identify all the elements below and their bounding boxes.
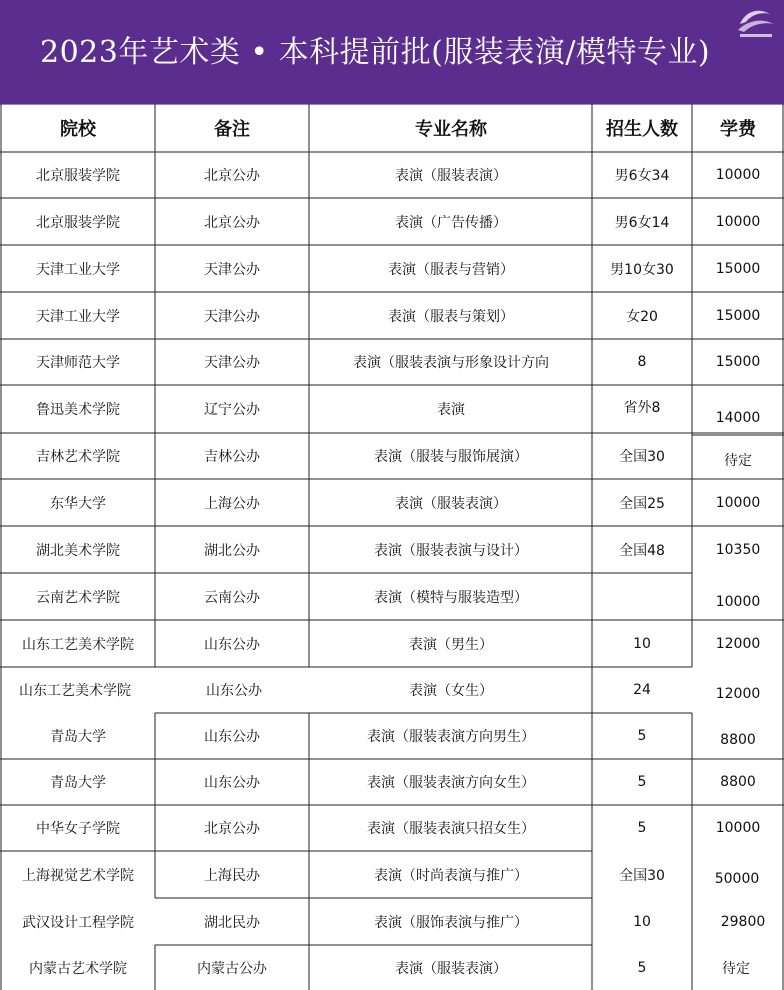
major-cell: 表演（服饰表演与推广） <box>374 914 528 931</box>
tuition-cell: 50000 <box>714 870 760 887</box>
enroll-cell: 5 <box>637 774 647 790</box>
page-title: 2023年艺术类 • 本科提前批(服装表演/模特专业) <box>40 35 711 70</box>
tuition-cell: 10000 <box>715 167 761 183</box>
enroll-cell: 女20 <box>626 308 658 325</box>
tuition-cell: 29800 <box>720 913 766 930</box>
major-cell: 表演（男生） <box>409 636 493 653</box>
school-cell: 武汉设计工程学院 <box>22 914 134 931</box>
major-cell: 表演（广告传播） <box>395 214 507 231</box>
note-cell: 湖北民办 <box>204 914 260 931</box>
tuition-cell: 10000 <box>715 593 761 610</box>
tuition-cell: 待定 <box>722 960 750 977</box>
major-cell: 表演（服装表演与形象设计方向 <box>353 355 549 371</box>
note-cell: 北京公办 <box>204 821 260 837</box>
tuition-cell: 15000 <box>715 260 761 277</box>
major-cell: 表演（服装表演只招女生） <box>367 821 535 837</box>
school-cell: 云南艺术学院 <box>36 589 120 606</box>
enroll-cell: 全国30 <box>619 867 665 884</box>
major-cell: 表演（服表与策划） <box>388 308 514 325</box>
tuition-cell: 10000 <box>715 213 761 230</box>
school-cell: 天津师范大学 <box>36 355 120 371</box>
enroll-cell: 10 <box>633 913 651 930</box>
major-cell: 表演（女生） <box>409 683 493 699</box>
enroll-cell: 5 <box>637 820 647 836</box>
school-cell: 天津工业大学 <box>36 261 120 278</box>
note-cell: 北京公办 <box>204 214 260 231</box>
tuition-cell: 10350 <box>715 541 761 558</box>
tuition-cell: 待定 <box>724 453 752 469</box>
title-banner <box>0 0 784 104</box>
enroll-cell: 全国30 <box>619 449 665 465</box>
school-cell: 吉林艺术学院 <box>36 449 120 465</box>
note-cell: 上海民办 <box>204 867 260 884</box>
note-cell: 北京公办 <box>204 168 260 184</box>
major-cell: 表演（模特与服装造型） <box>374 589 528 606</box>
major-cell: 表演（服装表演与设计） <box>374 542 528 559</box>
note-cell: 云南公办 <box>204 589 260 606</box>
tuition-cell: 10000 <box>715 820 761 836</box>
school-cell: 湖北美术学院 <box>36 542 120 559</box>
enroll-cell: 5 <box>637 728 647 744</box>
enroll-cell: 8 <box>637 354 647 370</box>
major-cell: 表演 <box>437 402 465 418</box>
enroll-cell: 10 <box>633 635 651 652</box>
school-cell: 山东工艺美术学院 <box>19 683 131 699</box>
note-cell: 山东公办 <box>204 636 260 653</box>
note-cell: 上海公办 <box>204 495 260 512</box>
enroll-cell: 省外8 <box>623 400 661 416</box>
school-cell: 内蒙古艺术学院 <box>29 960 127 977</box>
tuition-cell: 12000 <box>715 635 761 652</box>
note-cell: 湖北公办 <box>204 542 260 559</box>
tuition-cell: 15000 <box>715 354 761 370</box>
school-cell: 天津工业大学 <box>36 308 120 325</box>
column-header: 招生人数 <box>606 119 678 140</box>
enroll-cell: 男6女34 <box>614 168 670 184</box>
school-cell: 山东工艺美术学院 <box>22 636 134 653</box>
tuition-cell: 14000 <box>715 410 761 426</box>
note-cell: 辽宁公办 <box>204 402 260 418</box>
school-cell: 青岛大学 <box>50 729 106 745</box>
tuition-cell: 12000 <box>715 686 761 702</box>
enroll-cell: 男10女30 <box>610 261 674 278</box>
tuition-cell: 15000 <box>715 307 761 324</box>
major-cell: 表演（服装表演） <box>395 168 507 184</box>
column-header: 专业名称 <box>415 119 487 140</box>
note-cell: 山东公办 <box>204 729 260 745</box>
note-cell: 天津公办 <box>204 355 260 371</box>
major-cell: 表演（服装表演） <box>395 495 507 512</box>
school-cell: 东华大学 <box>50 495 106 512</box>
note-cell: 吉林公办 <box>204 449 260 465</box>
major-cell: 表演（服装表演方向女生） <box>367 775 535 791</box>
note-cell: 山东公办 <box>204 775 260 791</box>
note-cell: 天津公办 <box>204 308 260 325</box>
tuition-cell: 8800 <box>720 774 756 790</box>
school-cell: 中华女子学院 <box>36 821 120 837</box>
enroll-cell: 全国48 <box>619 542 665 559</box>
note-cell: 天津公办 <box>204 261 260 278</box>
column-header: 学费 <box>720 119 756 140</box>
ribbon-logo-icon <box>734 6 778 40</box>
major-cell: 表演（服装表演） <box>395 960 507 977</box>
note-cell: 内蒙古公办 <box>197 960 267 977</box>
major-cell: 表演（服表与营销） <box>388 261 514 278</box>
note-cell: 山东公办 <box>206 683 262 699</box>
major-cell: 表演（服装与服饰展演） <box>374 449 528 465</box>
major-cell: 表演（时尚表演与推广） <box>374 867 528 884</box>
major-cell: 表演（服装表演方向男生） <box>367 729 535 745</box>
tuition-cell: 8800 <box>720 732 756 748</box>
school-cell: 上海视觉艺术学院 <box>22 867 134 884</box>
school-cell: 鲁迅美术学院 <box>36 402 120 418</box>
school-cell: 北京服装学院 <box>36 168 120 184</box>
enroll-cell: 全国25 <box>619 495 665 512</box>
enroll-cell: 男6女14 <box>614 214 670 231</box>
school-cell: 青岛大学 <box>50 775 106 791</box>
school-cell: 北京服装学院 <box>36 214 120 231</box>
enroll-cell: 5 <box>637 959 647 976</box>
enroll-cell: 24 <box>633 682 651 698</box>
tuition-cell: 10000 <box>715 494 761 511</box>
column-header: 院校 <box>60 119 96 140</box>
column-header: 备注 <box>214 119 250 140</box>
